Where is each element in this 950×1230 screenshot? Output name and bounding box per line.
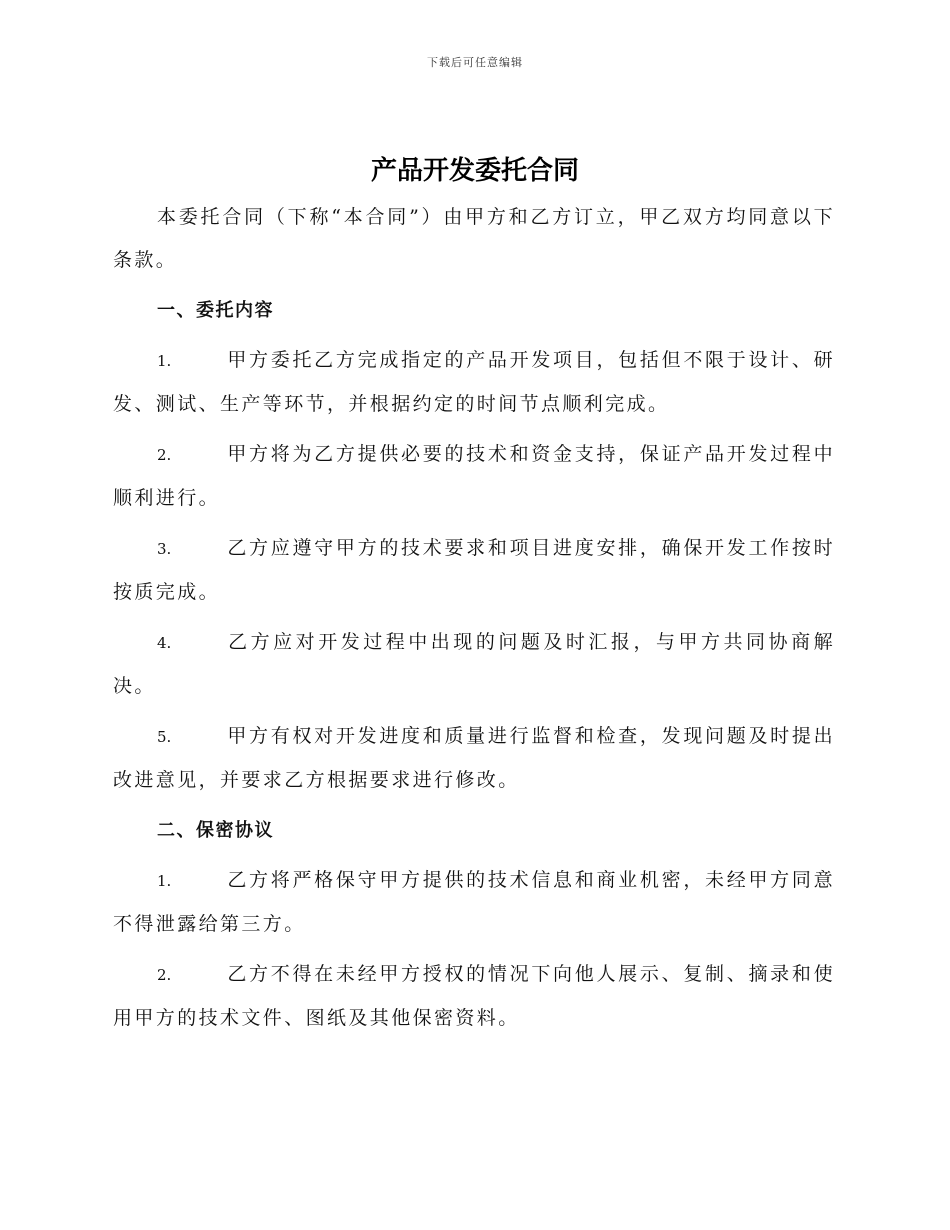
clause-number: 4. [157,634,172,652]
clause-number: 2. [157,446,172,464]
document-title: 产品开发委托合同 [370,156,579,186]
clause-item [113,339,835,426]
clause-text: 乙方应对开发过程中出现的问题及时汇报，与甲方共同协商解决。 [113,631,835,697]
clause-item [113,953,835,1040]
clause-text: 甲方有权对开发进度和质量进行监督和检查，发现问题及时提出改进意见，并要求乙方根据要求进行修改。 [113,725,835,791]
clause-text: 乙方应遵守甲方的技术要求和项目进度安排，确保开发工作按时按质完成。 [113,537,835,603]
clause-item [113,715,835,802]
clause-number: 1. [157,872,172,890]
document-body [113,196,835,1047]
clause-number: 3. [157,540,172,558]
clause-text: 甲方将为乙方提供必要的技术和资金支持，保证产品开发过程中顺利进行。 [113,443,835,509]
clause-number: 1. [157,352,172,370]
clause-item [113,859,835,946]
section-confidentiality [113,809,835,1040]
header-note: 下载后可任意编辑 [427,56,523,69]
clause-item [113,527,835,614]
intro-paragraph: 本委托合同（下称“本合同”）由甲方和乙方订立，甲乙双方均同意以下条款。 [113,206,835,271]
clause-text: 乙方不得在未经甲方授权的情况下向他人展示、复制、摘录和使用甲方的技术文件、图纸及其他保密资料。 [113,963,835,1029]
clause-item [113,433,835,520]
clause-text: 乙方将严格保守甲方提供的技术信息和商业机密，未经甲方同意不得泄露给第三方。 [113,869,835,935]
clause-number: 2. [157,966,172,984]
clause-number: 5. [157,728,172,746]
section-heading: 二、保密协议 [157,820,274,841]
section-heading: 一、委托内容 [157,300,274,321]
clause-text: 甲方委托乙方完成指定的产品开发项目，包括但不限于设计、研发、测试、生产等环节，并根据约定的时间节点顺利完成。 [113,349,835,415]
clause-item [113,621,835,708]
section-entrusted-content [113,289,835,802]
